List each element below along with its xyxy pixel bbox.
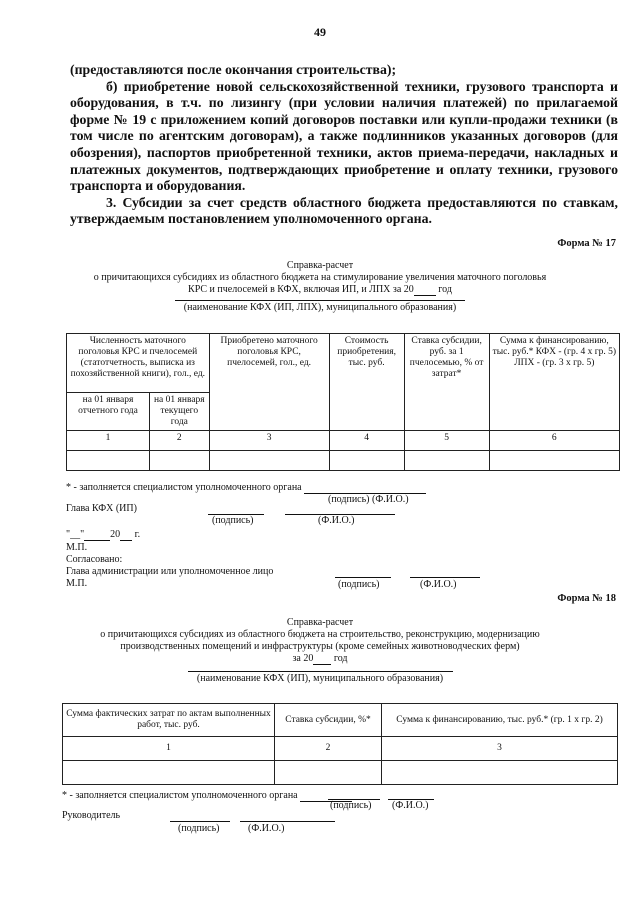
page-number: 49 — [314, 25, 326, 39]
form-18-naming: (наименование КФХ (ИП), муниципального образования) — [188, 671, 453, 685]
f17-date-year-blank — [120, 532, 132, 541]
form-18-heading — [0, 617, 640, 685]
paragraph-1: (предоставляются после окончания строительства); — [70, 62, 397, 77]
f18-head: Руководитель — [62, 810, 121, 821]
f17-admin-fio-line — [410, 577, 480, 578]
form-17-year-blank — [414, 285, 436, 296]
f17-empty-cell[interactable] — [150, 451, 210, 471]
f17-footnote-line — [304, 485, 426, 494]
f17-admin-fio: (Ф.И.О.) — [420, 579, 457, 590]
form-17-naming: (наименование КФХ (ИП, ЛПХ), муниципального образования) — [175, 300, 465, 314]
f18-header-1: Сумма фактических затрат по актам выполненных работ, тыс. руб. — [63, 704, 275, 737]
form-18-year-blank — [313, 655, 331, 665]
form-18-subtitle-3b: год — [333, 653, 348, 664]
f17-admin-podpis: (подпись) — [338, 579, 380, 590]
form-18-label: Форма № 18 — [557, 593, 616, 604]
f18-header-2: Ставка субсидии, %* — [275, 704, 382, 737]
form-17-subtitle-2a: КРС и пчелосемей в КФХ, включая ИП, и ЛПХ за 20 — [188, 284, 414, 295]
f17-col-num: 5 — [404, 431, 489, 451]
paragraph-3: 3. Субсидии за счет средств областного бюджета предоставляются по ставкам, утверждаемым постановлением уполномоченного органа. — [70, 194, 618, 227]
f17-header-4: Ставка субсидии, руб. за 1 пчелосемью, % от затрат* — [404, 334, 489, 431]
form-17-subtitle-2 — [0, 284, 640, 296]
f17-empty-cell[interactable] — [489, 451, 619, 471]
f17-col-num: 3 — [209, 431, 329, 451]
f17-header-3: Стоимость приобретения, тыс. руб. — [329, 334, 404, 431]
f18-empty-cell[interactable] — [275, 761, 382, 785]
f17-head-fio: (Ф.И.О.) — [318, 515, 355, 526]
f17-header-2: Приобретено маточного поголовья КРС, пчелосемей, гол., ед. — [209, 334, 329, 431]
f17-date — [66, 529, 140, 541]
f18-col-num: 3 — [382, 737, 618, 761]
f17-header-1: Численность маточного поголовья КРС и пчелосемей (статотчетность, выписка из похозяйственной книги), гол., ед. — [67, 334, 210, 393]
f18-empty-cell[interactable] — [63, 761, 275, 785]
f17-col-num: 2 — [150, 431, 210, 451]
form-17-heading — [0, 260, 640, 314]
f17-mp2: М.П. — [66, 578, 88, 589]
f18-head-podpis: (подпись) — [178, 823, 220, 834]
f17-date-month-blank — [84, 532, 110, 541]
f18-empty-cell[interactable] — [382, 761, 618, 785]
f18-head-fio: (Ф.И.О.) — [248, 823, 285, 834]
form-17-table — [66, 333, 620, 471]
form-18-subtitle-3 — [0, 653, 640, 665]
f17-empty-cell[interactable] — [404, 451, 489, 471]
f17-col-num: 6 — [489, 431, 619, 451]
form-17-label: Форма № 17 — [557, 238, 616, 249]
form-18-subtitle-3a: за 20 — [292, 653, 314, 664]
f17-footnote — [66, 482, 426, 494]
f17-admin-sign-line — [335, 577, 391, 578]
form-18-subtitle-2: производственных помещений и инфраструктуры (кроме семейных животноводческих ферм) — [120, 641, 520, 652]
paragraph-2: б) приобретение новой сельскохозяйственной техники, грузового транспорта и оборудования, в т.ч. по лизингу (при условии наличия платежей) по прилагаемой форме № 19 с приложением копий договоров поставки или купли-продажи техники (в том числе по агентским договорам), а также подлинников указанных договоров (для обозрения), паспортов приобретенной техники, актов приема-передачи, накладных и платежных документов, подтверждающих приобретение и оплату техники, грузового транспорта и оборудования. — [70, 78, 618, 194]
f18-fio: (Ф.И.О.) — [392, 800, 429, 811]
f18-header-3: Сумма к финансированию, тыс. руб.* (гр. 1 х гр. 2) — [382, 704, 618, 737]
form-18-table — [62, 703, 618, 785]
f17-header-1b: на 01 января текущего года — [150, 393, 210, 431]
f18-col-num: 1 — [63, 737, 275, 761]
f17-header-5: Сумма к финансированию, тыс. руб.* КФХ - (гр. 4 х гр. 5) ЛПХ - (гр. 3 х гр. 5) — [489, 334, 619, 431]
f18-col-num: 2 — [275, 737, 382, 761]
f18-footnote-text: * - заполняется специалистом уполномоченного органа — [62, 790, 298, 801]
f17-empty-cell[interactable] — [67, 451, 150, 471]
f18-head-fio-line — [240, 821, 335, 822]
f17-footnote-text: * - заполняется специалистом уполномоченного органа — [66, 482, 302, 493]
f17-empty-cell[interactable] — [209, 451, 329, 471]
f18-podpis: (подпись) — [330, 800, 372, 811]
f17-col-num: 4 — [329, 431, 404, 451]
body-text — [70, 62, 618, 228]
form-17-subtitle-2b: год — [438, 284, 452, 295]
f17-date-suffix: г. — [134, 529, 141, 540]
f17-admin: Глава администрации или уполномоченное лицо — [66, 566, 274, 577]
f17-head-podpis: (подпись) — [212, 515, 254, 526]
form-17-subtitle-1: о причитающихся субсидиях из областного бюджета на стимулирование увеличения маточного поголовья — [93, 272, 547, 283]
f17-empty-cell[interactable] — [329, 451, 404, 471]
f17-col-num: 1 — [67, 431, 150, 451]
f17-head: Глава КФХ (ИП) — [66, 503, 137, 514]
form-18-subtitle-1: о причитающихся субсидиях из областного бюджета на строительство, реконструкцию, модернизацию — [100, 629, 540, 640]
f18-head-sign-line — [170, 821, 230, 822]
f17-agreed: Согласовано: — [66, 554, 123, 565]
form-18-title: Справка-расчет — [286, 617, 354, 628]
form-17-title: Справка-расчет — [286, 260, 354, 271]
f17-mp: М.П. — [66, 542, 88, 553]
f18-footnote — [62, 790, 352, 802]
f17-date-day: "__" — [66, 529, 85, 540]
f17-sign-1: (подпись) (Ф.И.О.) — [328, 494, 409, 505]
f17-header-1a: на 01 января отчетного года — [67, 393, 150, 431]
f17-date-year: 20 — [110, 529, 121, 540]
